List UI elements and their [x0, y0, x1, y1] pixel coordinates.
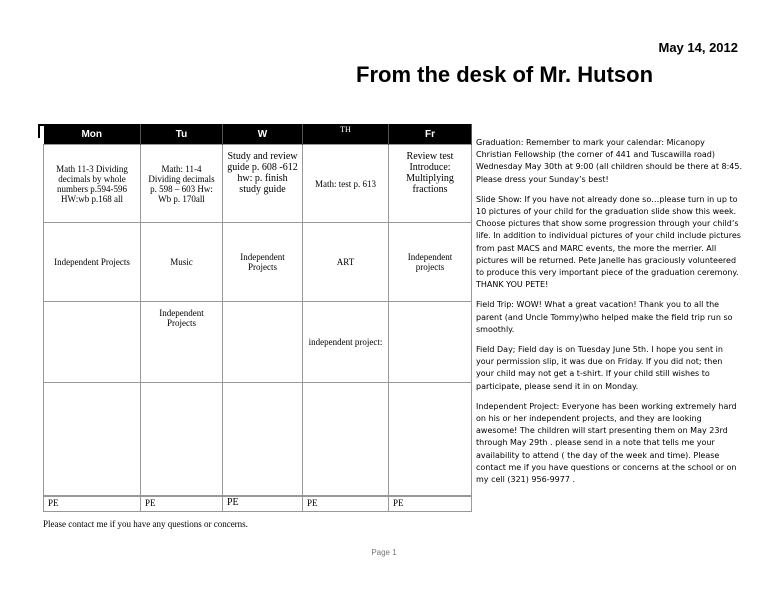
- note-slideshow: Slide Show: If you have not already done so…please turn in up to 10 pictures of your child for the graduation slide show this week. Choose pictures that show some progression through your child’s life. In addition to individual pictures of your child include pictures from past MACS and MARC events, the more the merrier. All pictures will be returned. Pete Janelle has graciously volunteered to produce this very important piece of the graduation ceremony. THANK YOU PETE!: [476, 194, 741, 290]
- table-cell: [223, 302, 303, 383]
- page-title: From the desk of Mr. Hutson: [356, 62, 654, 87]
- table-cell: Review test Introduce: Multiplying fractions: [389, 145, 472, 223]
- table-cell: Independent Projects: [141, 302, 223, 383]
- table-cell: [389, 302, 472, 383]
- table-cell: [44, 302, 141, 383]
- table-cell: Music: [141, 223, 223, 302]
- table-cell: [389, 383, 472, 497]
- table-cell: [44, 383, 141, 497]
- date: May 14, 2012: [658, 40, 738, 55]
- table-cell: PE: [44, 496, 141, 512]
- table-cell: [141, 383, 223, 497]
- day-header-tu: Tu: [141, 124, 223, 145]
- notes-column: [476, 137, 742, 494]
- table-row: [44, 223, 472, 302]
- table-cell: Study and review guide p. 608 -612 hw: p. finish study guide: [223, 145, 303, 223]
- table-cell: independent project:: [303, 302, 389, 383]
- table-row: [44, 302, 472, 383]
- table-cell: PE: [389, 496, 472, 512]
- table-cell: Math: test p. 613: [303, 145, 389, 223]
- table-row: [44, 145, 472, 223]
- table-cell: Independent projects: [389, 223, 472, 302]
- note-fieldday: Field Day; Field day is on Tuesday June 5th. I hope you sent in your permission slip, it was due on Friday. If you did not; then your child may not get a t-shirt. If your child still wishes to participate, please send it in on Monday.: [476, 345, 723, 391]
- note-fieldtrip: Field Trip: WOW! What a great vacation! Thank you to all the parent (and Uncle Tommy)who helped make the field trip run so smoothly.: [476, 300, 733, 334]
- day-header-mon: Mon: [44, 124, 141, 145]
- table-cell: Independent Projects: [44, 223, 141, 302]
- contact-note: Please contact me if you have any questions or concerns.: [43, 519, 248, 529]
- table-cell: PE: [223, 496, 303, 512]
- day-header-w: W: [223, 124, 303, 145]
- table-cell: PE: [303, 496, 389, 512]
- table-cell: PE: [141, 496, 223, 512]
- note-graduation: Graduation: Remember to mark your calendar: Micanopy Christian Fellowship (the corner of 441 and Tuscawilla road) Wednesday May 30th at 9:00 (all children should be there at 8:45. Please dress your Sunday’s best!: [476, 138, 742, 184]
- table-cell: [303, 383, 389, 497]
- table-cell: Independent Projects: [223, 223, 303, 302]
- day-header-fr: Fr: [389, 124, 472, 145]
- table-cell: Math 11-3 Dividing decimals by whole numbers p.594-596 HW:wb p.168 all: [44, 145, 141, 223]
- weekly-schedule-table: [43, 124, 472, 512]
- note-independent-project: Independent Project: Everyone has been working extremely hard on his or her independent projects, and they are looking awesome! The children will start presenting them on May 23rd through May 29th . please send in a note that tells me your availability to attend ( the day of the week and time). Please contact me if you have questions or concerns at the school or on my cell (321) 956-9977 .: [476, 401, 737, 485]
- table-row: [44, 383, 472, 497]
- page-number: Page 1: [371, 548, 397, 557]
- day-header-th: TH: [303, 124, 389, 145]
- table-header-row: [44, 124, 472, 145]
- table-cell: [223, 383, 303, 497]
- table-row-pe: [44, 496, 472, 512]
- table-cell: ART: [303, 223, 389, 302]
- table-cell: Math: 11-4 Dividing decimals p. 598 – 603 Hw: Wb p. 170all: [141, 145, 223, 223]
